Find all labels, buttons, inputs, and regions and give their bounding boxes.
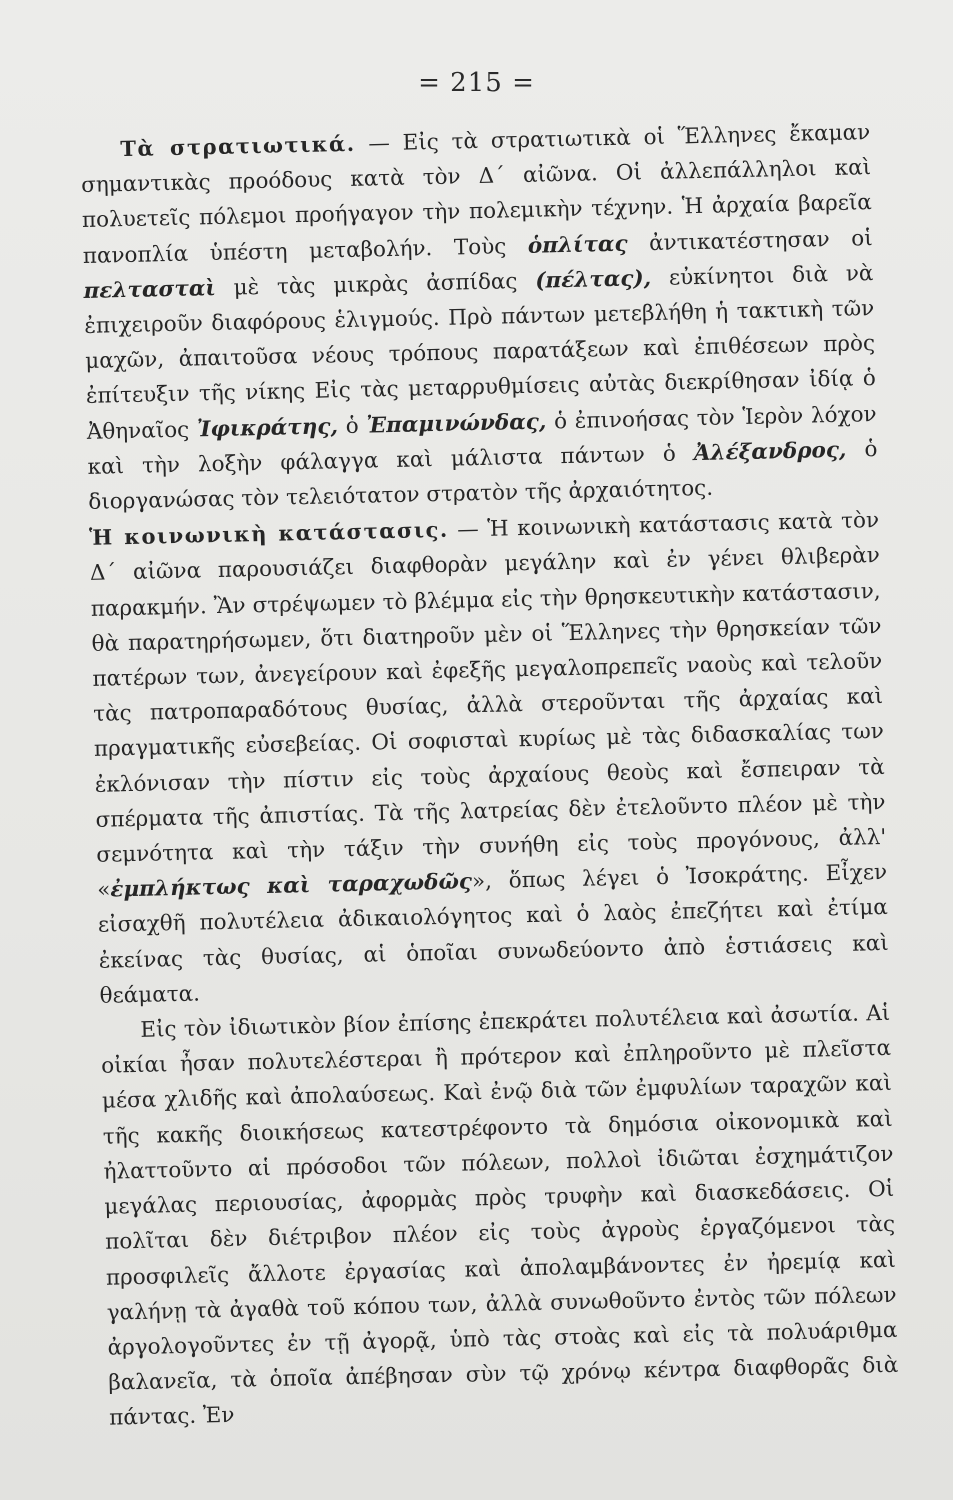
text-run: μὲ τὰς μικρὰς ἀσπίδας	[215, 268, 536, 301]
text-run: Εἰς τὸν ἰδιωτικὸν βίον ἐπίσης ἐπεκράτει πολυτέλεια καὶ ἀσωτία. Αἱ οἰκίαι ἦσαν πολυτελέστεραι ἢ πρότερον καὶ ἐπληροῦντο μὲ πλεῖστα μέσα χλιδῆς καὶ ἀπολαύσεως. Καὶ ἐνῷ διὰ τῶν ἐμφυλίων ταραχῶν καὶ τῆς κακῆς διοικήσεως κατεστρέφοντο τὰ δημόσια οἰκονομικὰ καὶ ἠλαττοῦντο αἱ πρόσοδοι τῶν πόλεων, πολλοὶ ἰδιῶται ἐσχημάτιζον μεγάλας περιουσίας, ἀφορμὰς πρὸς τρυφὴν καὶ διασκεδάσεις. Οἱ πολῖται δὲν διέτριβον πλέον εἰς τοὺς ἀγροὺς ἐργαζόμενοι τὰς προσφιλεῖς ἄλλοτε ἐργασίας καὶ ἀπολαμβάνοντες ἐν ἠρεμίᾳ καὶ γαλήνῃ τὰ ἀγαθὰ τοῦ κόπου των, ἀλλὰ συνωθοῦντο ἐντὸς τῶν πόλεων ἀργολογοῦντες ἐν τῇ ἀγορᾷ, ὑπὸ τὰς στοὰς καὶ εἰς τὰ πολυάριθμα βαλανεῖα, τὰ ὁποῖα ἀπέβησαν σὺν τῷ χρόνῳ κέντρα διαφθορᾶς διὰ πάντας. Ἐν	[100, 1000, 899, 1431]
section-heading-military: Τὰ στρατιωτικά.	[120, 130, 356, 162]
emphasis-quote: ἐμπλήκτως καὶ ταραχωδῶς	[110, 869, 473, 903]
text-run: ὁ	[337, 413, 367, 439]
emphasis-term: ὁπλίτας	[527, 231, 628, 259]
emphasis-term: (πέλτας),	[535, 265, 652, 294]
text-run: ὁ διοργανώσας τὸν τελειότατον στρατὸν τῆς ἀρχαιότητος.	[88, 436, 878, 515]
text-run: ὁ ἐπινοήσας τὸν Ἱερὸν λόχον καὶ τὴν λοξὴν φάλαγγα καὶ μάλιστα πάντων ὁ	[87, 401, 877, 480]
text-run: ἀντικατέστησαν οἱ	[627, 225, 873, 257]
section-heading-society: Ἡ κοινωνικὴ κατάστασις.	[88, 516, 449, 551]
page-text	[80, 114, 899, 1436]
text-run: », ὅπως λέγει ὁ Ἰσοκράτης. Εἶχεν εἰσαχθῆ πολυτέλεια ἀδικαιολόγητος καὶ ὁ λαὸς ἐπεζήτει καὶ ἐτίμα ἐκείνας τὰς θυσίας, αἱ ὁποῖαι συνωδεύοντο ἀπὸ ἑστιάσεις καὶ θεάματα.	[97, 860, 889, 1009]
emphasis-name: Ἀλέξανδρος,	[693, 437, 847, 466]
emphasis-name: Ἐπαμινώνδας,	[366, 409, 547, 439]
text-run: — Εἰς τὰ στρατιωτικὰ οἱ Ἕλληνες ἔκαμαν σημαντικὰς προόδους κατὰ τὸν Δ΄ αἰῶνα. Οἱ ἀλλεπάλληλοι καὶ πολυετεῖς πόλεμοι προήγαγον τὴν πολεμικὴν τέχνην. Ἡ ἀρχαία βαρεῖα πανοπλία ὑπέστη μεταβολήν. Τοὺς	[80, 120, 873, 269]
paragraph-military	[80, 114, 879, 520]
page-number: = 215 =	[418, 68, 535, 98]
paragraph-society	[89, 502, 890, 1014]
paragraph-private-life	[100, 996, 899, 1436]
text-run: εὐκίνητοι διὰ νὰ ἐπιχειροῦν διαφόρους ἑλιγμούς. Πρὸ πάντων μετεβλήθη ἡ τακτικὴ τῶν μαχῶν, ἀπαιτοῦσα νέους τρόπους παρατάξεων καὶ ἐπιθέσεων πρὸς ἐπίτευξιν τῆς νίκης Εἰς τὰς μεταρρυθμίσεις αὐτὰς διεκρίθησαν ἰδίᾳ ὁ Ἀθηναῖος	[84, 260, 877, 445]
text-run: — Ἡ κοινωνικὴ κατάστασις κατὰ τὸν Δ΄ αἰῶνα παρουσιάζει διαφθορὰν μεγάλην καὶ ἐν γένει θλιβερὰν παρακμήν. Ἂν στρέψωμεν τὸ βλέμμα εἰς τὴν θρησκευτικὴν κατάστασιν, θὰ παρατηρήσωμεν, ὅτι διατηροῦν μὲν οἱ Ἕλληνες τὴν θρησκείαν τῶν πατέρων των, ἀνεγείρουν καὶ ἐφεξῆς μεγαλοπρεπεῖς ναοὺς καὶ τελοῦν τὰς πατροπαραδότους θυσίας, ἀλλὰ στεροῦνται τῆς ἀρχαίας καὶ πραγματικῆς εὐσεβείας. Οἱ σοφισταὶ κυρίως μὲ τὰς διδασκαλίας των ἐκλόνισαν τὴν πίστιν εἰς τοὺς ἀρχαίους θεοὺς καὶ ἔσπειραν τὰ σπέρματα τῆς ἀπιστίας. Τὰ τῆς λατρείας δὲν ἐτελοῦντο πλέον μὲ τὴν σεμνότητα καὶ τὴν τάξιν τὴν συνήθη εἰς τοὺς προγόνους, ἀλλ' «	[89, 508, 887, 904]
emphasis-term: πελτασταὶ	[83, 275, 217, 304]
emphasis-name: Ἰφικράτης,	[196, 413, 339, 443]
